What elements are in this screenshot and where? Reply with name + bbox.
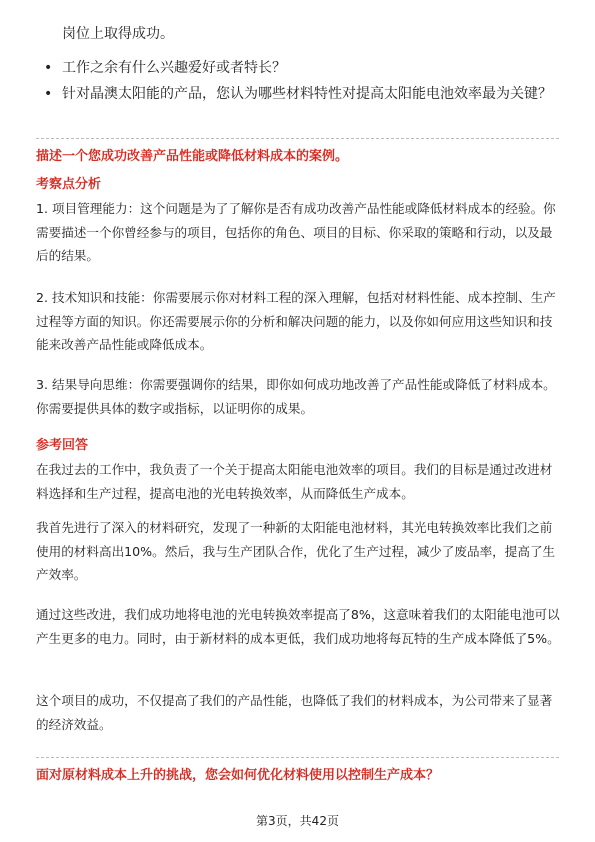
analysis-item: 1. 项目管理能力：这个问题是为了了解你是否有成功改善产品性能或降低材料成本的经验。你需要描述一个你曾经参与的项目，包括你的角色、项目的目标、你采取的策略和行动，以及最后的结果。 xyxy=(36,201,556,263)
continuation-text: 岗位上取得成功。 xyxy=(62,26,174,42)
bullet-text: 工作之余有什么兴趣爱好或者特长？ xyxy=(62,60,286,76)
answer-paragraph: 通过这些改进，我们成功地将电池的光电转换效率提高了8%，这意味着我们的太阳能电池可以产生更多的电力。同时，由于新材料的成本更低，我们成功地将每瓦特的生产成本降低了5%。 xyxy=(36,607,560,646)
bullet-dot-icon: • xyxy=(44,60,53,76)
bullet-dot-icon: • xyxy=(44,86,53,102)
question-title: 描述一个您成功改善产品性能或降低材料成本的案例。 xyxy=(36,149,349,164)
answer-paragraph: 在我过去的工作中，我负责了一个关于提高太阳能电池效率的项目。我们的目标是通过改进材料选择和生产过程，提高电池的光电转换效率，从而降低生产成本。 xyxy=(36,462,553,501)
bullet-text: 针对晶澳太阳能的产品，您认为哪些材料特性对提高太阳能电池效率最为关键？ xyxy=(62,86,552,102)
analysis-item: 3. 结果导向思维：你需要强调你的结果，即你如何成功地改善了产品性能或降低了材料成本。你需要提供具体的数字或指标，以证明你的成果。 xyxy=(36,377,556,416)
analysis-item: 2. 技术知识和技能：你需要展示你对材料工程的深入理解，包括对材料性能、成本控制、生产过程等方面的知识。你还需要展示你的分析和解决问题的能力，以及你如何应用这些知识和技能来改善产品性能或降低成本。 xyxy=(36,290,556,352)
bullet-item xyxy=(44,82,564,106)
section-divider xyxy=(36,138,559,139)
answer-paragraph: 我首先进行了深入的材料研究，发现了一种新的太阳能电池材料，其光电转换效率比我们之前使用的材料高出10%。然后，我与生产团队合作，优化了生产过程，减少了废品率，提高了生产效率。 xyxy=(36,520,556,582)
section-divider xyxy=(36,757,559,758)
next-question-title: 面对原材料成本上升的挑战，您会如何优化材料使用以控制生产成本？ xyxy=(36,768,440,783)
answer-heading: 参考回答 xyxy=(36,438,89,453)
answer-paragraph: 这个项目的成功，不仅提高了我们的产品性能，也降低了我们的材料成本，为公司带来了显著的经济效益。 xyxy=(36,693,553,732)
analysis-heading: 考察点分析 xyxy=(36,177,102,192)
page-number: 第3页，共42页 xyxy=(256,814,339,828)
bullet-item xyxy=(44,56,564,80)
question-bullet-list xyxy=(44,56,564,108)
